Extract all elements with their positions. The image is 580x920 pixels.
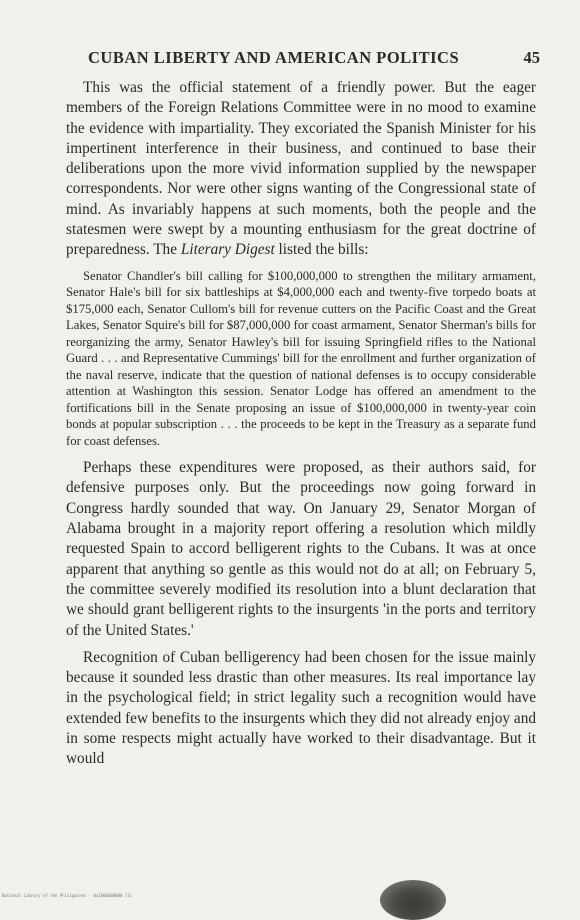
scanner-thumb-shadow bbox=[380, 880, 446, 920]
running-head: CUBAN LIBERTY AND AMERICAN POLITICS bbox=[88, 48, 460, 67]
paragraph-1-text-b: listed the bills: bbox=[274, 241, 369, 259]
paragraph-2: Perhaps these expenditures were proposed, as their authors said, for defensive purposes only. But the proceedings now going forward in Congress hardly sounded that way. On January 29, Senator Morgan of Alabama brought in a majority report offering a resolution which mildly requested Spain to accord belligerent rights to the Cubans. It was at once apparent that anything so gentle as this would not do at all; on February 5, the committee severely modified its resolution into a blunt declaration that we should grant belligerent rights to the insurgents 'in the ports and territory of the United States.' bbox=[66, 459, 536, 639]
page-body bbox=[66, 78, 536, 770]
page-header bbox=[70, 48, 540, 70]
block-quote: Senator Chandler's bill calling for $100,000,000 to strengthen the military armament, Senator Hale's bill for six battleships at $4,000,000 each and twenty-five torpedo boats at $175,000 each, Senator Cullom's bill for revenue cutters on the Pacific Coast and the Great Lakes, Senator Squire's bill for $87,000,000 for coast armament, Senator Sherman's bills for reorganizing the army, Senator Hawley's bill for issuing Springfield rifles to the National Guard . . . and Representative Cummings' bill for the enrollment and further organization of the naval reserve, indicate that the question of national defenses is to occupy considerable attention at Washington this session. Senator Lodge has offered an amendment to the fortifications bill in the Senate proposing an issue of $100,000,000 in twenty-year coin bonds at popular subscription . . . the proceeds to be kept in the Treasury as a separate fund for coast defenses. bbox=[66, 268, 536, 448]
paragraph-1 bbox=[66, 78, 536, 261]
paragraph-3: Recognition of Cuban belligerency had been chosen for the issue mainly because it sounded less drastic than other measures. Its real importance lay in the psychological field; in strict legality such a recognition would have extended few benefits to the insurgents which they did not already enjoy and in some respects might actually have worked to their disadvantage. But it would bbox=[66, 648, 536, 768]
literary-digest-title: Literary Digest bbox=[180, 241, 275, 259]
paragraph-1-text-a: This was the official statement of a friendly power. But the eager members of the Foreign Relations Committee were in no mood to examine the evidence with impartiality. They excoriated the Spanish Minister for his impertinent interference in their business, and continued to base their deliberations upon the more vivid information supplied by the newspaper correspondents. Nor were other signs wanting of the Congressional state of mind. As invariably happens at such moments, both the people and the statesmen were swept by a mounting enthusiasm for the great doctrine of preparedness. The bbox=[66, 79, 536, 259]
scan-footer-note: National Library of the Philippines · 0x1000000000 [1] bbox=[2, 893, 133, 898]
page-number: 45 bbox=[523, 48, 540, 67]
